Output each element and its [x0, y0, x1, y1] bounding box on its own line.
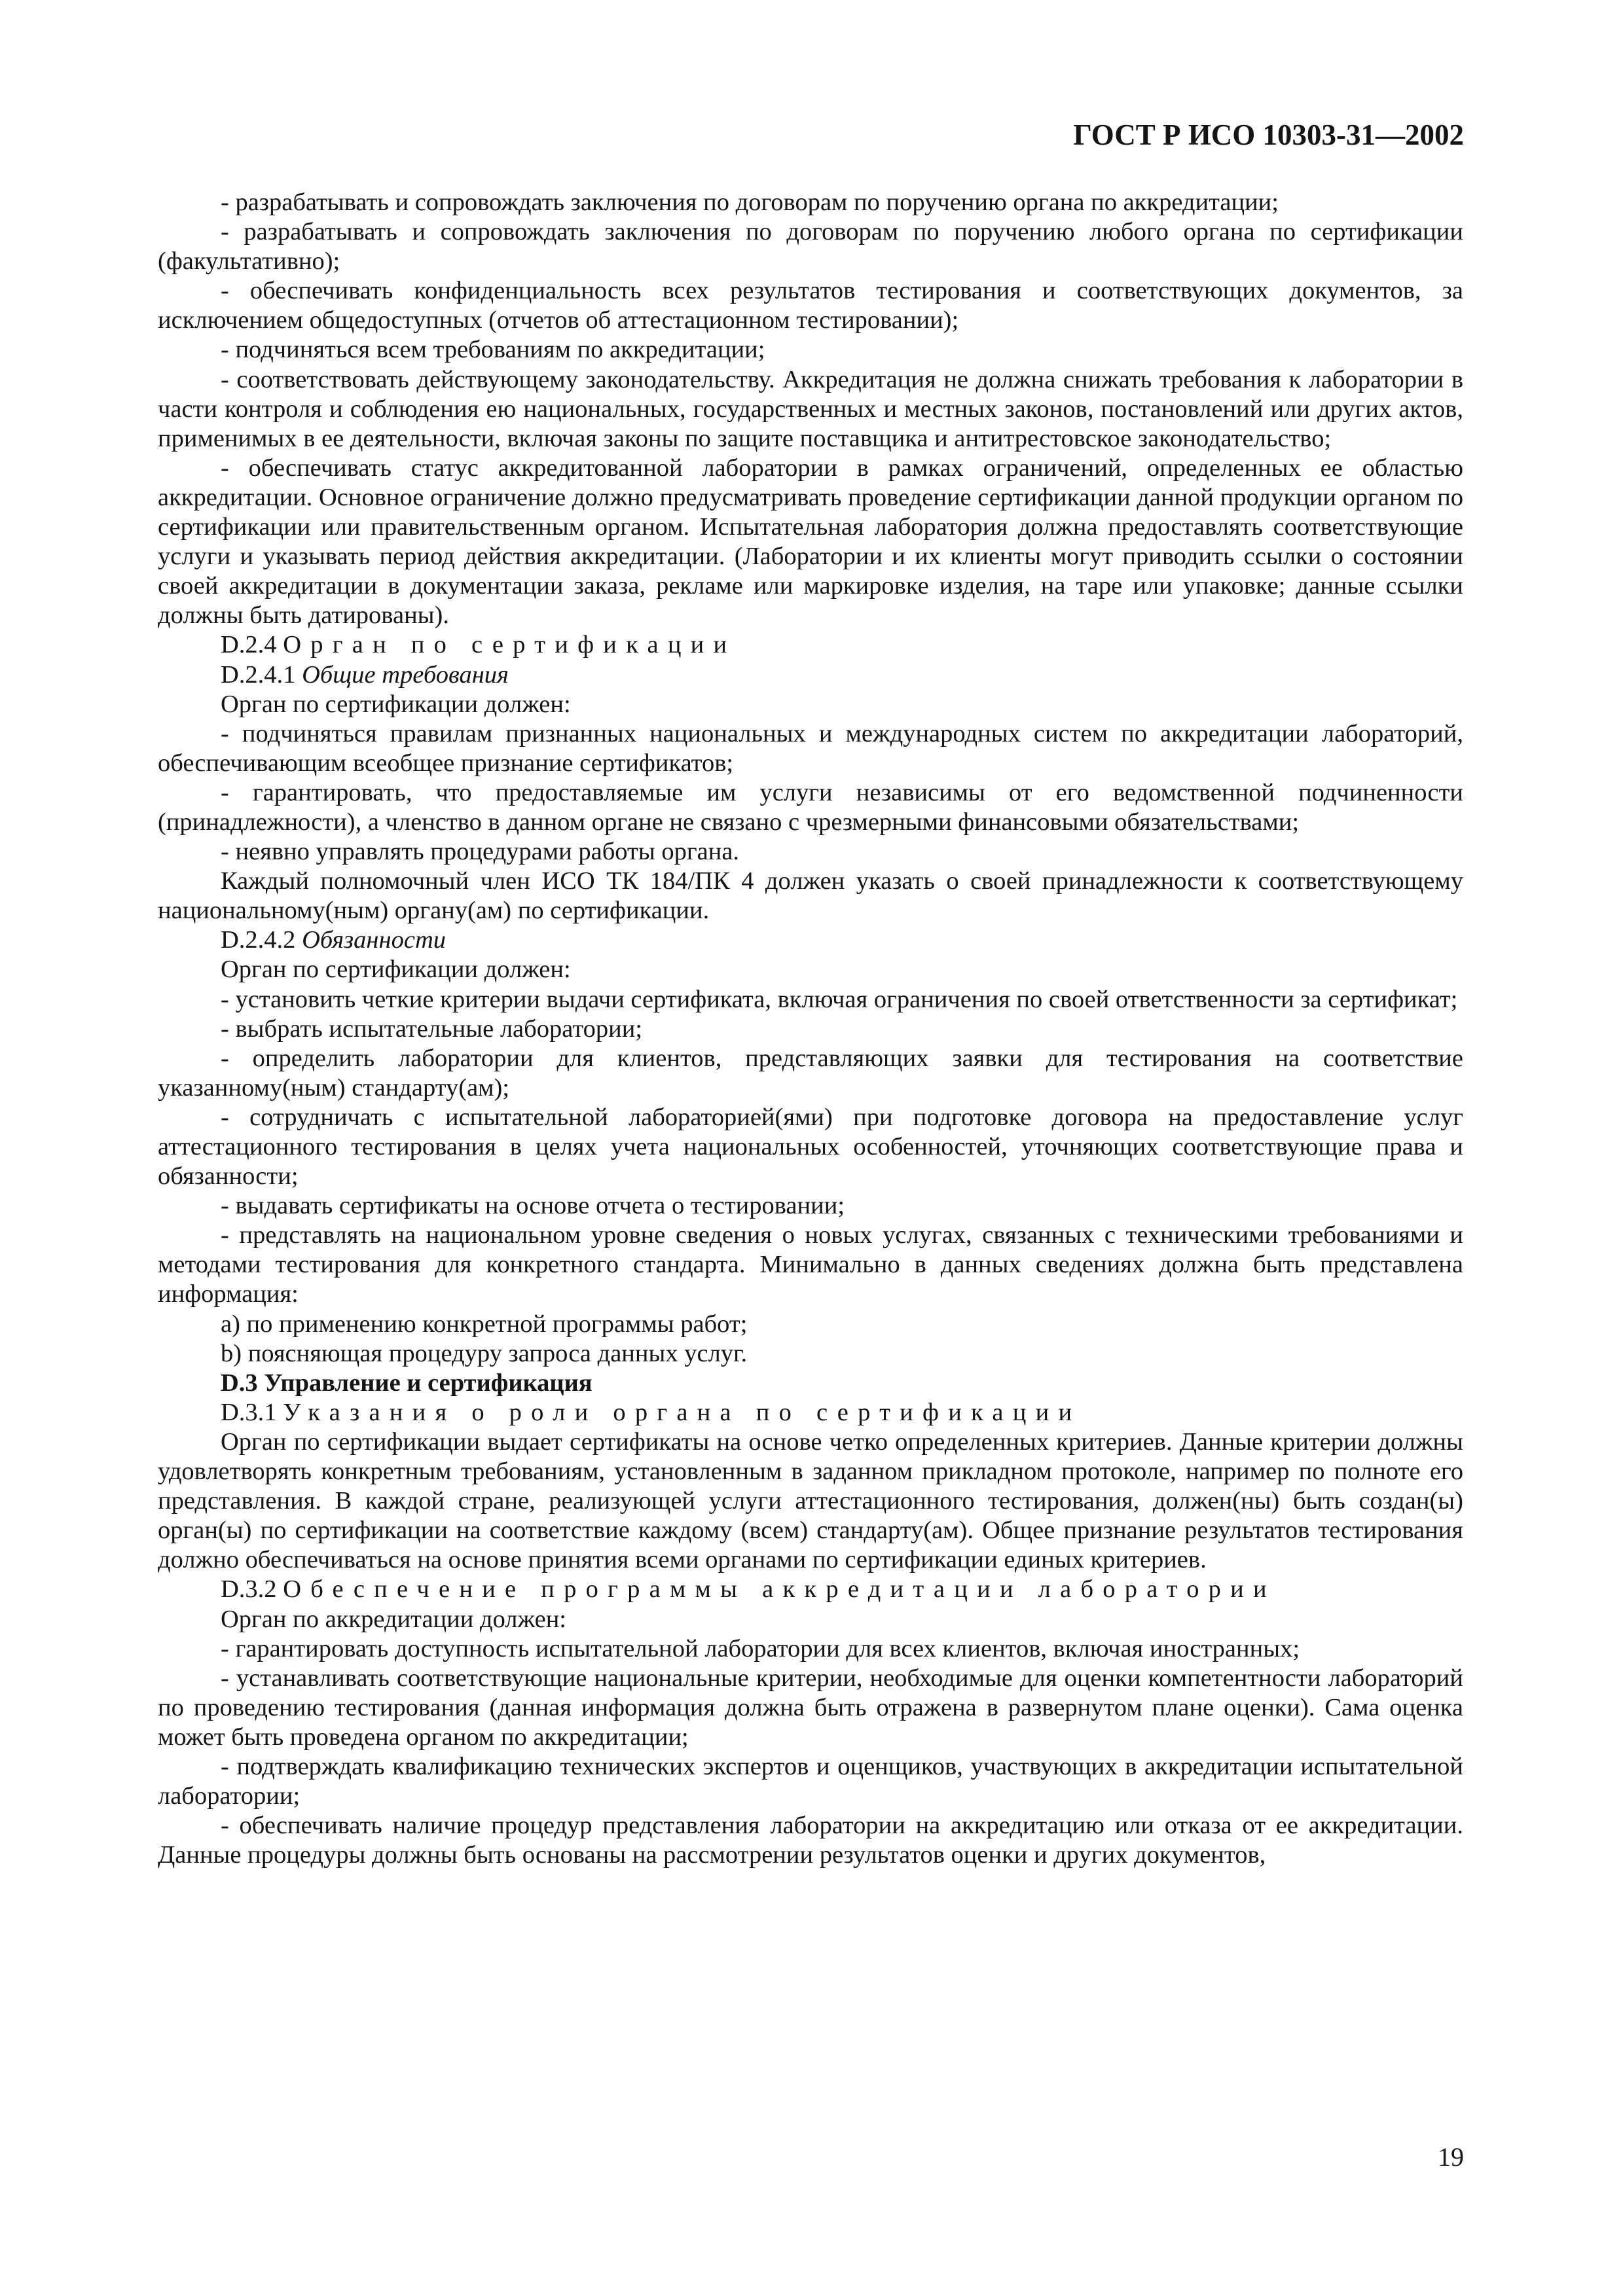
paragraph: - разрабатывать и сопровождать заключения по договорам по поручению любого органа по сертификации (факультативно);	[158, 218, 1463, 276]
paragraph: - обеспечивать статус аккредитованной лаборатории в рамках ограничений, определенных ее областью аккредитации. Основное ограничение должно предусматривать проведение сертификации данной продукции органом по сертификации или правительственным органом. Испытательная лаборатория должна предоставлять соответствующие услуги и указывать период действия аккредитации. (Лаборатории и их клиенты могут приводить ссылки о состоянии своей аккредитации в документации заказа, рекламе или маркировке изделия, на таре или упаковке; данные ссылки должны быть датированы).	[158, 454, 1463, 630]
paragraph: - обеспечивать конфиденциальность всех результатов тестирования и соответствующих документов, за исключением общедоступных (отчетов об аттестационном тестировании);	[158, 277, 1463, 334]
document-body	[158, 188, 1463, 1870]
paragraph: - подчиняться правилам признанных национальных и международных систем по аккредитации лабораторий, обеспечивающим всеобщее признание сертификатов;	[158, 719, 1463, 777]
section-title: Обеспечение программы аккредитации лаборатории	[283, 1575, 1276, 1604]
paragraph: - определить лаборатории для клиентов, представляющих заявки для тестирования на соответствие указанному(ным) стандарту(ам);	[158, 1044, 1463, 1102]
paragraph: - представлять на национальном уровне сведения о новых услугах, связанных с техническими требованиями и методами тестирования для конкретного стандарта. Минимально в данных сведениях должна быть представлена информация:	[158, 1221, 1463, 1308]
paragraph: Орган по сертификации выдает сертификаты на основе четко определенных критериев. Данные критерии должны удовлетворять конкретным требованиям, установленным в заданном прикладном протоколе, например по полноте его представления. В каждой стране, реализующей услуги аттестационного тестирования, должен(ны) быть создан(ы) орган(ы) по сертификации на соответствие каждому (всем) стандарту(ам). Общее признание результатов тестирования должно обеспечиваться на основе принятия всеми органами по сертификации единых критериев.	[158, 1427, 1463, 1574]
standard-header: ГОСТ Р ИСО 10303-31—2002	[1073, 118, 1464, 151]
list-item: b) поясняющая процедуру запроса данных услуг.	[221, 1339, 748, 1367]
subsection-heading-d31	[158, 1398, 1463, 1427]
paragraph: - подчиняться всем требованиям по аккредитации;	[221, 336, 765, 364]
paragraph: - разрабатывать и сопровождать заключения по договорам по поручению органа по аккредитации;	[221, 188, 1279, 216]
section-title: Орган по сертификации	[283, 631, 737, 659]
subsection-heading-d241	[158, 660, 1463, 690]
paragraph: - соответствовать действующему законодательству. Аккредитация не должна снижать требования к лаборатории в части контроля и соблюдения ею национальных, государственных и местных законов, постановлений или других актов, применимых в ее деятельности, включая законы по защите поставщика и антитрестовское законодательство;	[158, 365, 1463, 452]
section-title: Указания о роли органа по сертификации	[283, 1398, 1082, 1426]
section-heading-d24	[158, 630, 1463, 660]
paragraph: - гарантировать, что предоставляемые им услуги независимы от его ведомственной подчиненности (принадлежности), а членство в данном органе не связано с чрезмерными финансовыми обязательствами;	[158, 778, 1463, 836]
paragraph: - выбрать испытательные лаборатории;	[221, 1014, 643, 1043]
paragraph: - гарантировать доступность испытательной лаборатории для всех клиентов, включая иностранных;	[221, 1634, 1300, 1662]
section-number: D.3.2	[221, 1575, 277, 1604]
paragraph: - устанавливать соответствующие национальные критерии, необходимые для оценки компетентности лабораторий по проведению тестирования (данная информация должна быть отражена в развернутом плане оценки). Сама оценка может быть проведена органом по аккредитации;	[158, 1664, 1463, 1751]
subsection-heading-d242	[158, 925, 1463, 955]
paragraph: - сотрудничать с испытательной лабораторией(ями) при подготовке договора на предоставление услуг аттестационного тестирования в целях учета национальных особенностей, уточняющих соответствующие права и обязанности;	[158, 1103, 1463, 1191]
section-number: D.2.4.1	[221, 660, 296, 689]
section-title: Общие требования	[302, 660, 509, 689]
section-heading-d3: D.3 Управление и сертификация	[221, 1369, 593, 1397]
page-number: 19	[1438, 2142, 1464, 2172]
paragraph: Каждый полномочный член ИСО ТК 184/ПК 4 должен указать о своей принадлежности к соответствующему национальному(ным) органу(ам) по сертификации.	[158, 867, 1463, 925]
section-number: D.3.1	[221, 1398, 277, 1426]
paragraph: - обеспечивать наличие процедур представления лаборатории на аккредитацию или отказа от ее аккредитации. Данные процедуры должны быть основаны на рассмотрении результатов оценки и других документов,	[158, 1812, 1463, 1869]
paragraph: - выдавать сертификаты на основе отчета о тестировании;	[221, 1192, 845, 1220]
section-number: D.2.4.2	[221, 926, 296, 954]
intro-line: Орган по аккредитации должен:	[221, 1605, 567, 1633]
subsection-heading-d32	[158, 1575, 1463, 1604]
intro-line: Орган по сертификации должен:	[221, 690, 571, 718]
intro-line: Орган по сертификации должен:	[221, 956, 571, 984]
paragraph: - подтверждать квалификацию технических экспертов и оценщиков, участвующих в аккредитации испытательной лаборатории;	[158, 1752, 1463, 1810]
section-number: D.2.4	[221, 631, 277, 659]
section-title: Обязанности	[302, 926, 447, 954]
paragraph: - неявно управлять процедурами работы органа.	[221, 838, 740, 866]
paragraph: - установить четкие критерии выдачи сертификата, включая ограничения по своей ответственности за сертификат;	[221, 985, 1458, 1013]
list-item: a) по применению конкретной программы работ;	[221, 1310, 748, 1338]
